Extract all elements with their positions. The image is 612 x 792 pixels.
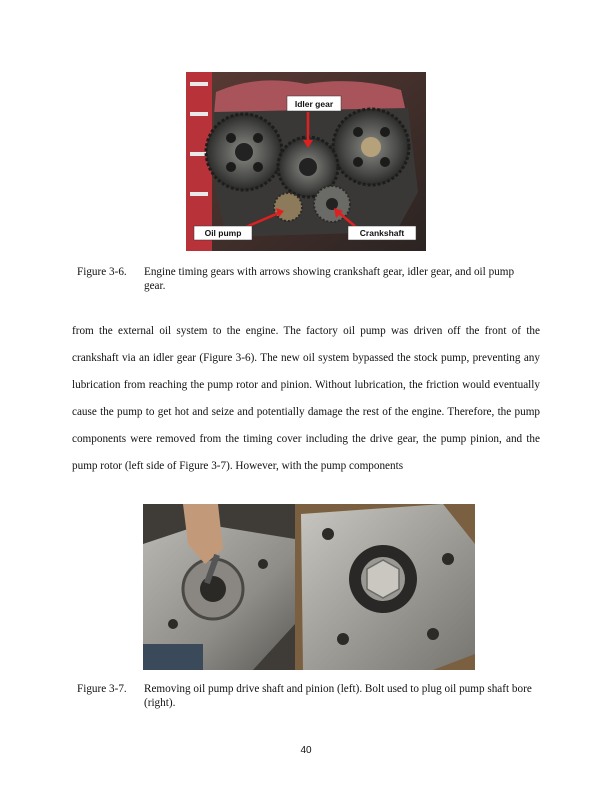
figure-3-6-caption-number: Figure 3-6. — [77, 266, 127, 278]
oil-pump-label: Oil pump — [204, 228, 242, 238]
figure-3-7-caption — [77, 682, 547, 712]
figure-3-6-caption — [77, 265, 547, 295]
figure-3-6-caption-text: Engine timing gears with arrows showing crankshaft gear, idler gear, and oil pump gear. — [144, 266, 515, 292]
figure-3-7-caption-text: Removing oil pump drive shaft and pinion (left). Bolt used to plug oil pump shaft bore (right). — [144, 683, 532, 709]
engine-timing-gears-photo — [186, 72, 426, 251]
figure-3-7-caption-number: Figure 3-7. — [77, 683, 127, 695]
bolt-plug-pump-bore-photo — [295, 504, 475, 670]
removing-pump-drive-shaft-photo — [143, 504, 295, 670]
figure-3-6-photo — [186, 72, 426, 251]
figure-3-7-svg — [143, 504, 475, 670]
body-paragraph: from the external oil system to the engine. The factory oil pump was driven off the front of the crankshaft via an idler gear (Figure 3-6). The new oil system bypassed the stock pump, preventing any lubrication from reaching the pump rotor and pinion. Without lubrication, the friction would eventually cause the pump to get hot and seize and potentially damage the rest of the engine. Therefore, the pump components were removed from the timing cover including the drive gear, the pump pinion, and the pump rotor (left side of Figure 3-7). However, with the pump components — [72, 325, 540, 472]
idler-gear-label: Idler gear — [294, 99, 334, 109]
crankshaft-label: Crankshaft — [359, 228, 405, 238]
figure-3-7-photos — [143, 504, 475, 670]
page-number: 40 — [300, 745, 312, 756]
